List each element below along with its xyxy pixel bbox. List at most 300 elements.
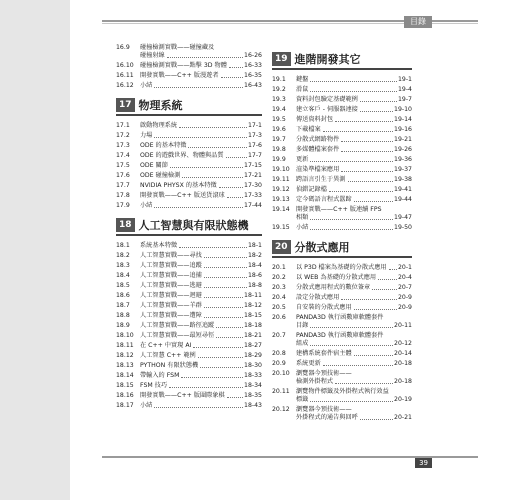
chapter-heading[interactable]: [272, 50, 412, 70]
toc-leader-dots: [310, 340, 393, 346]
toc-entry-line: [140, 162, 262, 170]
toc-entry-line: [296, 264, 412, 272]
toc-entry-number: 18.11: [116, 342, 134, 349]
toc-leader-dots: [360, 106, 393, 112]
toc-entry-body: [296, 350, 412, 358]
toc-entry-number: 18.1: [116, 242, 130, 249]
toc-entry-line: [296, 322, 412, 330]
toc-leader-dots: [310, 86, 397, 92]
toc-entry-title: ODE 的遊戲世界、物體與品質: [140, 152, 224, 159]
toc-entry-body: [296, 284, 412, 292]
toc-entry-body: [140, 122, 262, 130]
toc-entry[interactable]: [116, 372, 262, 380]
toc-entry-number: 16.12: [116, 82, 134, 89]
toc-entry-page: 19-21: [394, 136, 412, 143]
toc-entry-title: PANDA3D 執行函數庫軟體套件: [296, 332, 384, 339]
toc-entry[interactable]: [116, 142, 262, 150]
toc-entry[interactable]: [272, 146, 412, 154]
toc-entry[interactable]: [272, 196, 412, 204]
toc-entry-number: 19.3: [272, 96, 286, 103]
toc-entry[interactable]: [116, 62, 262, 70]
toc-entry[interactable]: [116, 44, 262, 60]
toc-entry-body: [140, 62, 262, 70]
toc-entry-line: [140, 72, 262, 80]
toc-entry-page: 16-26: [244, 52, 262, 59]
toc-entry-page: 20-4: [397, 274, 412, 281]
toc-entry[interactable]: [272, 86, 412, 94]
toc-entry-page: 19-7: [397, 96, 412, 103]
toc-entry-number: 18.10: [116, 332, 134, 339]
toc-entry-number: 18.17: [116, 402, 134, 409]
toc-entry-body: [296, 314, 412, 330]
toc-entry[interactable]: [116, 292, 262, 300]
page-number: 39: [415, 458, 432, 468]
toc-leader-dots: [341, 136, 393, 142]
toc-entry-title: 瀏覽器今預技術——: [296, 406, 352, 413]
toc-entry-title: 目錄: [296, 322, 309, 329]
toc-entry-title: 偵錯記錄檔: [296, 186, 327, 193]
toc-entry-line: [296, 332, 412, 340]
toc-entry-body: [140, 72, 262, 80]
toc-entry-number: 19.13: [272, 196, 290, 203]
toc-entry[interactable]: [272, 370, 412, 386]
chapter-number: 17: [116, 98, 135, 112]
toc-entry-title: 標籤: [296, 396, 309, 403]
toc-leader-dots: [310, 224, 393, 230]
toc-entry-line: [296, 340, 412, 348]
toc-entry-title: 開發實戰——C++ 版漫遊者: [140, 72, 219, 79]
toc-entry-body: [296, 126, 412, 134]
toc-entry-body: [140, 302, 262, 310]
toc-entry-page: 19-14: [394, 116, 412, 123]
toc-entry-line: [140, 44, 262, 52]
chapter-title: 分散式應用: [294, 241, 350, 254]
toc-entry-title: 碰撞檢測實戰——點擊 3D 物體: [140, 62, 227, 69]
toc-entry-page: 18-21: [244, 332, 262, 339]
toc-entry-body: [296, 176, 412, 184]
toc-entry-title: 人工智慧實戰——路徑追蹤: [140, 322, 215, 329]
toc-entry-page: 18-4: [247, 262, 262, 269]
chapter-title: 人工智慧與有限狀態機: [138, 219, 249, 232]
toc-entry[interactable]: [116, 162, 262, 170]
toc-entry-body: [140, 252, 262, 260]
toc-entry-line: [296, 156, 412, 164]
toc-entry-title: 碰撞射線: [140, 52, 165, 59]
toc-entry-title: 分散式應用程式的數位簽章: [296, 284, 371, 291]
toc-entry-body: [296, 116, 412, 124]
toc-entry-number: 18.3: [116, 262, 130, 269]
toc-entry[interactable]: [116, 392, 262, 400]
toc-entry-line: [140, 62, 262, 70]
toc-leader-dots: [310, 156, 393, 162]
toc-entry-title: PANDA3D 執行函數庫軟體套件: [296, 314, 384, 321]
toc-leader-dots: [226, 152, 247, 158]
toc-entry-number: 18.16: [116, 392, 134, 399]
toc-entry-page: 18-12: [244, 302, 262, 309]
toc-entry-title: FSM 技巧: [140, 382, 168, 389]
toc-entry-page: 18-11: [244, 292, 262, 299]
toc-entry-body: [296, 264, 412, 272]
toc-entry-title: 以 P3D 檔案為基礎的分散式應用: [296, 264, 387, 271]
toc-entry[interactable]: [272, 186, 412, 194]
toc-entry[interactable]: [272, 332, 412, 348]
toc-entry[interactable]: [116, 302, 262, 310]
toc-entry[interactable]: [116, 362, 262, 370]
toc-entry-body: [140, 372, 262, 380]
toc-leader-dots: [154, 202, 243, 208]
toc-entry-title: 人工智慧 C++ 範例: [140, 352, 196, 359]
toc-entry-body: [140, 352, 262, 360]
toc-entry-title: 傳送資料封包: [296, 116, 334, 123]
toc-entry-page: 18-34: [244, 382, 262, 389]
toc-entry[interactable]: [272, 126, 412, 134]
toc-leader-dots: [310, 322, 393, 328]
toc-entry[interactable]: [116, 272, 262, 280]
toc-entry-number: 19.15: [272, 224, 290, 231]
toc-entry[interactable]: [116, 352, 262, 360]
toc-entry[interactable]: [272, 274, 412, 282]
header-label: 目錄: [404, 16, 432, 28]
toc-entry-page: 20-18: [394, 360, 412, 367]
toc-entry[interactable]: [272, 360, 412, 368]
toc-entry-line: [296, 370, 412, 378]
toc-entry-line: [296, 314, 412, 322]
toc-entry-number: 18.13: [116, 362, 134, 369]
toc-leader-dots: [341, 166, 393, 172]
toc-entry[interactable]: [272, 264, 412, 272]
toc-entry-line: [140, 122, 262, 130]
toc-entry-page: 18-1: [247, 242, 262, 249]
toc-entry-number: 19.5: [272, 116, 286, 123]
toc-entry-page: 19-10: [394, 106, 412, 113]
toc-entry[interactable]: [116, 152, 262, 160]
toc-entry-title: PYTHON 有限狀態機: [140, 362, 199, 369]
toc-entry[interactable]: [272, 406, 412, 422]
toc-entry-page: 16-43: [244, 82, 262, 89]
toc-entry-page: 20-7: [397, 284, 412, 291]
chapter-number: 20: [272, 240, 291, 254]
toc-entry-body: [296, 206, 412, 222]
toc-entry-body: [140, 242, 262, 250]
toc-entry[interactable]: [116, 402, 262, 410]
toc-entry[interactable]: [272, 156, 412, 164]
toc-entry[interactable]: [116, 192, 262, 200]
toc-entry-number: 17.5: [116, 162, 130, 169]
toc-entry-page: 17-6: [247, 142, 262, 149]
toc-entry-page: 19-50: [394, 224, 412, 231]
toc-entry[interactable]: [272, 294, 412, 302]
toc-entry-body: [140, 132, 262, 140]
toc-entry-page: 17-33: [244, 192, 262, 199]
toc-entry-page: 17-15: [244, 162, 262, 169]
toc-entry[interactable]: [272, 76, 412, 84]
toc-leader-dots: [335, 116, 393, 122]
toc-entry-line: [140, 362, 262, 370]
toc-entry[interactable]: [116, 312, 262, 320]
toc-entry-page: 20-18: [394, 378, 412, 385]
toc-entry-body: [296, 370, 412, 386]
toc-entry-title: 建立客戶 - 伺服器連接: [296, 106, 358, 113]
toc-entry-title: 人工智慧實戰——羊群: [140, 302, 202, 309]
toc-entry-body: [296, 76, 412, 84]
toc-leader-dots: [229, 62, 243, 68]
toc-entry-number: 18.14: [116, 372, 134, 379]
toc-entry-number: 19.9: [272, 156, 286, 163]
toc-entry-body: [140, 312, 262, 320]
toc-leader-dots: [354, 304, 397, 310]
toc-entry-body: [296, 96, 412, 104]
toc-entry[interactable]: [116, 122, 262, 130]
toc-entry-title: 系統基本特徵: [140, 242, 178, 249]
toc-entry[interactable]: [116, 282, 262, 290]
toc-entry[interactable]: [116, 202, 262, 210]
toc-entry[interactable]: [116, 242, 262, 250]
toc-entry-body: [296, 360, 412, 368]
toc-entry-line: [296, 176, 412, 184]
toc-entry-page: 18-43: [244, 402, 262, 409]
toc-leader-dots: [182, 172, 243, 178]
toc-leader-dots: [154, 402, 243, 408]
toc-entry-line: [140, 372, 262, 380]
toc-entry-title: 組成: [296, 340, 309, 347]
toc-leader-dots: [227, 192, 243, 198]
toc-entry-title: 更新: [296, 156, 309, 163]
toc-entry[interactable]: [272, 106, 412, 114]
toc-leader-dots: [198, 352, 243, 358]
toc-entry-body: [140, 262, 262, 270]
toc-entry-body: [296, 86, 412, 94]
toc-entry[interactable]: [272, 96, 412, 104]
toc-entry-title: 在 C++ 中實現 AI: [140, 342, 192, 349]
toc-entry-body: [296, 166, 412, 174]
toc-entry-line: [140, 172, 262, 180]
toc-entry-number: 18.4: [116, 272, 130, 279]
toc-entry[interactable]: [272, 116, 412, 124]
toc-entry[interactable]: [116, 132, 262, 140]
toc-entry-body: [140, 382, 262, 390]
toc-entry-page: 19-26: [394, 146, 412, 153]
toc-entry[interactable]: [272, 350, 412, 358]
toc-leader-dots: [204, 272, 247, 278]
toc-entry-body: [140, 402, 262, 410]
toc-leader-dots: [204, 312, 243, 318]
toc-entry-number: 16.9: [116, 44, 130, 51]
toc-entry-title: 開發實戰——C++ 版連續 FPS: [296, 206, 382, 213]
toc-entry[interactable]: [272, 388, 412, 404]
toc-entry-page: 20-1: [397, 264, 412, 271]
toc-entry-number: 16.11: [116, 72, 134, 79]
toc-leader-dots: [216, 332, 243, 338]
toc-entry-body: [140, 82, 262, 90]
toc-entry-number: 17.4: [116, 152, 130, 159]
toc-entry[interactable]: [116, 382, 262, 390]
toc-entry-body: [140, 182, 262, 190]
toc-entry-number: 18.5: [116, 282, 130, 289]
toc-entry-line: [296, 350, 412, 358]
right-column: [272, 44, 412, 424]
toc-entry-title: 瀏覽物件標籤及外掛程式執行效益: [296, 388, 389, 395]
toc-entry-number: 19.8: [272, 146, 286, 153]
chapter-heading[interactable]: [116, 96, 262, 116]
toc-entry[interactable]: [116, 72, 262, 80]
toc-entry[interactable]: [272, 166, 412, 174]
toc-entry-line: [296, 206, 412, 214]
toc-entry-line: [296, 360, 412, 368]
toc-entry-line: [296, 136, 412, 144]
toc-leader-dots: [216, 322, 243, 328]
toc-entry-page: 18-6: [247, 272, 262, 279]
toc-entry-page: 19-38: [394, 176, 412, 183]
toc-entry-page: 17-21: [244, 172, 262, 179]
toc-entry[interactable]: [272, 304, 412, 312]
toc-entry-number: 17.8: [116, 192, 130, 199]
toc-leader-dots: [204, 252, 247, 258]
toc-entry-line: [140, 322, 262, 330]
toc-entry[interactable]: [116, 172, 262, 180]
toc-entry-title: 碰撞檢測實戰——碰撞藏及: [140, 44, 215, 51]
toc-entry-number: 18.7: [116, 302, 130, 309]
toc-entry-title: 相類: [296, 214, 309, 221]
toc-entry-body: [140, 322, 262, 330]
toc-entry[interactable]: [116, 82, 262, 90]
toc-leader-dots: [167, 52, 243, 58]
toc-entry[interactable]: [116, 342, 262, 350]
toc-entry-page: 18-29: [244, 352, 262, 359]
toc-entry-page: 18-35: [244, 392, 262, 399]
toc-entry-page: 18-27: [244, 342, 262, 349]
toc-entry-title: 渲染準檔案應用: [296, 166, 340, 173]
toc-entry-line: [296, 106, 412, 114]
toc-entry-number: 17.7: [116, 182, 130, 189]
toc-entry-line: [296, 274, 412, 282]
toc-entry-body: [296, 146, 412, 154]
toc-entry-line: [140, 342, 262, 350]
toc-entry-number: 20.11: [272, 388, 290, 395]
toc-entry-page: 19-16: [394, 126, 412, 133]
chapter-heading[interactable]: [272, 238, 412, 258]
toc-entry[interactable]: [116, 332, 262, 340]
toc-entry[interactable]: [116, 322, 262, 330]
toc-entry-title: 鍵盤: [296, 76, 309, 83]
toc-entry-page: 20-21: [394, 414, 412, 421]
toc-entry-title: 檢測外掛程式: [296, 378, 334, 385]
toc-entry-page: 16-33: [244, 62, 262, 69]
toc-entry-line: [296, 146, 412, 154]
toc-entry-line: [140, 292, 262, 300]
toc-entry-page: 17-44: [244, 202, 262, 209]
toc-entry[interactable]: [116, 252, 262, 260]
toc-entry-page: 17-3: [247, 132, 262, 139]
toc-entry-line: [140, 132, 262, 140]
toc-entry-page: 19-47: [394, 214, 412, 221]
toc-entry-page: 20-11: [394, 322, 412, 329]
toc-entry-page: 18-33: [244, 372, 262, 379]
toc-entry[interactable]: [116, 182, 262, 190]
toc-entry-line: [140, 192, 262, 200]
chapter-heading[interactable]: [116, 216, 262, 236]
toc-leader-dots: [169, 382, 243, 388]
toc-entry-title: ODE 關節: [140, 162, 168, 169]
toc-entry-line: [296, 116, 412, 124]
toc-entry-body: [296, 304, 412, 312]
toc-leader-dots: [227, 392, 243, 398]
toc-leader-dots: [341, 294, 397, 300]
toc-leader-dots: [204, 262, 247, 268]
toc-entry[interactable]: [272, 314, 412, 330]
toc-entry-line: [140, 332, 262, 340]
toc-entry-line: [296, 86, 412, 94]
toc-entry-title: 帶輸入的 FSM: [140, 372, 180, 379]
toc-leader-dots: [323, 360, 393, 366]
toc-leader-dots: [193, 342, 243, 348]
toc-entry-line: [140, 52, 262, 60]
toc-entry-body: [296, 332, 412, 348]
toc-entry-title: 人工智慧實戰——最短尋徑: [140, 332, 215, 339]
toc-entry-page: 20-9: [397, 304, 412, 311]
toc-entry-line: [140, 182, 262, 190]
toc-entry-title: 瀏覽器今預技術——: [296, 370, 352, 377]
toc-entry[interactable]: [272, 206, 412, 222]
toc-entry-body: [296, 388, 412, 404]
toc-leader-dots: [360, 96, 397, 102]
toc-entry-body: [140, 152, 262, 160]
toc-entry-number: 16.10: [116, 62, 134, 69]
toc-entry[interactable]: [272, 284, 412, 292]
toc-entry-line: [140, 82, 262, 90]
toc-entry-title: 下載檔案: [296, 126, 321, 133]
toc-entry-line: [140, 312, 262, 320]
toc-leader-dots: [181, 372, 243, 378]
toc-entry-page: 17-1: [247, 122, 262, 129]
toc-entry-body: [140, 272, 262, 280]
toc-entry-number: 17.3: [116, 142, 130, 149]
toc-entry-number: 20.8: [272, 350, 286, 357]
toc-entry-title: 外掛程式的通告與回呼: [296, 414, 358, 421]
toc-leader-dots: [310, 396, 393, 402]
toc-entry-number: 19.4: [272, 106, 286, 113]
toc-entry-page: 17-7: [247, 152, 262, 159]
toc-entry-number: 20.5: [272, 304, 286, 311]
toc-entry[interactable]: [272, 176, 412, 184]
chapter-number: 19: [272, 52, 291, 66]
toc-entry[interactable]: [116, 262, 262, 270]
toc-entry-title: 開發實戰——C++ 版圍際象棋: [140, 392, 225, 399]
toc-entry-title: ODE 的基本特徵: [140, 142, 187, 149]
toc-entry-number: 17.6: [116, 172, 130, 179]
toc-entry-line: [296, 396, 412, 404]
toc-entry[interactable]: [272, 224, 412, 232]
toc-leader-dots: [179, 242, 247, 248]
toc-entry-body: [296, 136, 412, 144]
toc-entry-number: 20.3: [272, 284, 286, 291]
toc-entry-line: [296, 284, 412, 292]
toc-entry-title: 小結: [140, 82, 153, 89]
toc-entry-line: [296, 166, 412, 174]
toc-entry-title: ODE 碰撞檢測: [140, 172, 181, 179]
toc-entry-page: 18-8: [247, 282, 262, 289]
chapter-number: 18: [116, 218, 135, 232]
toc-entry-number: 18.8: [116, 312, 130, 319]
toc-entry-body: [140, 142, 262, 150]
toc-entry-line: [140, 382, 262, 390]
toc-leader-dots: [329, 186, 393, 192]
toc-entry-number: 20.1: [272, 264, 286, 271]
toc-entry-body: [140, 162, 262, 170]
toc-entry-number: 17.9: [116, 202, 130, 209]
toc-leader-dots: [354, 350, 393, 356]
toc-entry[interactable]: [272, 136, 412, 144]
toc-entry-body: [140, 392, 262, 400]
